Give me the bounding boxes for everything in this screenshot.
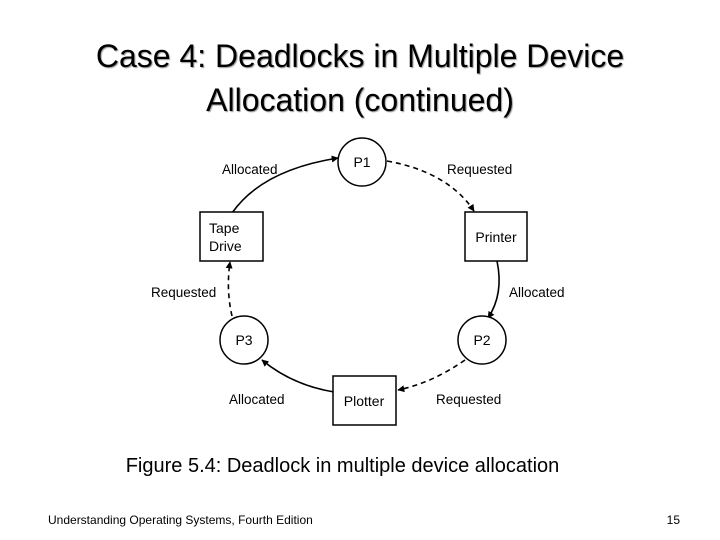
process-p2-label: P2 [473, 332, 491, 348]
edge-label-requested-p3-tape: Requested [151, 285, 217, 300]
edge-p2-to-plotter-requested [398, 360, 465, 390]
title-line-1: Case 4: Deadlocks in Multiple Device [95, 38, 625, 74]
edge-p3-to-tape-requested [228, 262, 232, 316]
edge-printer-to-p2-allocated [488, 261, 499, 318]
printer-label: Printer [475, 229, 517, 245]
process-p3-node [220, 316, 268, 364]
figure-caption: Figure 5.4: Deadlock in multiple device allocation [125, 455, 560, 477]
tape-drive-label-line-1: Tape [209, 220, 240, 236]
edge-plotter-to-p3-allocated [262, 360, 334, 392]
footer-book-title: Understanding Operating Systems, Fourth Edition [48, 513, 313, 527]
process-p1-node [338, 138, 386, 186]
process-p1-label: P1 [353, 154, 371, 170]
edge-label-allocated-plotter-p3: Allocated [229, 392, 285, 407]
title-line-2: Allocation (continued) [206, 82, 514, 118]
process-p3-label: P3 [235, 332, 253, 348]
tape-drive-label-line-2: Drive [209, 238, 242, 254]
edge-label-allocated-printer-p2: Allocated [509, 285, 565, 300]
edge-label-requested-p1-printer: Requested [447, 162, 513, 177]
resource-printer-node [465, 212, 527, 261]
resource-tape-drive-node [200, 212, 263, 261]
edge-label-requested-p2-plotter: Requested [436, 392, 502, 407]
plotter-label: Plotter [343, 393, 385, 409]
page-number: 15 [666, 513, 680, 527]
edge-label-allocated-tape-p1: Allocated [222, 162, 278, 177]
process-p2-node [458, 316, 506, 364]
resource-plotter-node [333, 376, 396, 425]
